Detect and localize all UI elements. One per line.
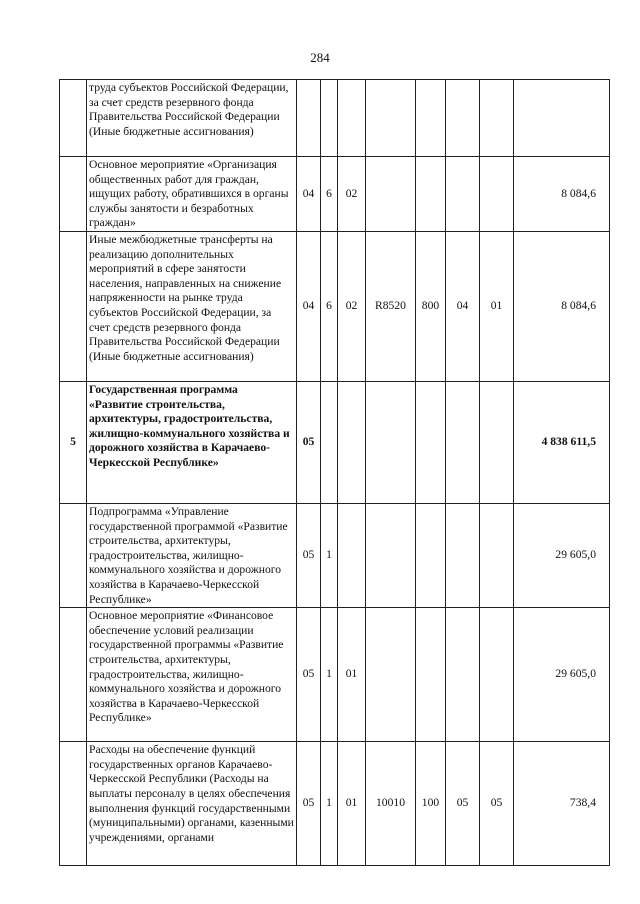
section-code-cell bbox=[446, 382, 480, 504]
expense-type-cell bbox=[416, 382, 446, 504]
subsection-code-cell bbox=[480, 157, 514, 232]
table-row bbox=[60, 157, 610, 232]
main-event-code-cell: 02 bbox=[338, 232, 366, 382]
program-code-cell: 05 bbox=[297, 742, 321, 866]
subprogram-code-cell: 1 bbox=[321, 608, 338, 742]
main-event-code-cell bbox=[338, 382, 366, 504]
subprogram-code-cell: 6 bbox=[321, 157, 338, 232]
main-event-code-cell: 01 bbox=[338, 742, 366, 866]
program-code-cell: 04 bbox=[297, 157, 321, 232]
main-event-code-cell bbox=[338, 504, 366, 608]
expense-type-cell bbox=[416, 80, 446, 157]
table-row bbox=[60, 742, 610, 866]
table-row bbox=[60, 382, 610, 504]
table-row bbox=[60, 80, 610, 157]
table-row bbox=[60, 504, 610, 608]
row-number-cell bbox=[60, 504, 87, 608]
section-code-cell bbox=[446, 80, 480, 157]
expense-type-cell bbox=[416, 157, 446, 232]
row-name-cell: Основное мероприятие «Финансовое обеспечение условий реализации государственной программы «Развитие строительства, архитектуры, градостроительства, жилищно-коммунального хозяйства и дорожного хозяйства в Карачаево-Черкесской Республике» bbox=[87, 608, 297, 742]
subsection-code-cell bbox=[480, 382, 514, 504]
section-code-cell bbox=[446, 157, 480, 232]
section-code-cell: 04 bbox=[446, 232, 480, 382]
row-number-cell: 5 bbox=[60, 382, 87, 504]
direction-code-cell bbox=[366, 504, 416, 608]
direction-code-cell bbox=[366, 608, 416, 742]
table-row bbox=[60, 608, 610, 742]
direction-code-cell bbox=[366, 80, 416, 157]
subsection-code-cell bbox=[480, 608, 514, 742]
section-code-cell: 05 bbox=[446, 742, 480, 866]
direction-code-cell bbox=[366, 157, 416, 232]
subsection-code-cell: 01 bbox=[480, 232, 514, 382]
row-name-cell: Государственная программа «Развитие строительства, архитектуры, градостроительства, жилищно-коммунального хозяйства и дорожного хозяйства в Карачаево-Черкесской Республике» bbox=[87, 382, 297, 504]
budget-table bbox=[59, 79, 610, 866]
expense-type-cell bbox=[416, 504, 446, 608]
subprogram-code-cell: 1 bbox=[321, 742, 338, 866]
direction-code-cell: R8520 bbox=[366, 232, 416, 382]
expense-type-cell: 800 bbox=[416, 232, 446, 382]
amount-cell: 29 605,0 bbox=[514, 504, 610, 608]
subprogram-code-cell bbox=[321, 382, 338, 504]
row-name-cell: Подпрограмма «Управление государственной программой «Развитие строительства, архитектуры, градостроительства, жилищно-коммунального хозяйства и дорожного хозяйства в Карачаево-Черкесской Республике» bbox=[87, 504, 297, 608]
amount-cell: 4 838 611,5 bbox=[514, 382, 610, 504]
program-code-cell bbox=[297, 80, 321, 157]
subprogram-code-cell: 6 bbox=[321, 232, 338, 382]
row-name-cell: Основное мероприятие «Организация общественных работ для граждан, ищущих работу, обратившихся в органы службы занятости и безработных граждан» bbox=[87, 157, 297, 232]
section-code-cell bbox=[446, 608, 480, 742]
expense-type-cell bbox=[416, 608, 446, 742]
row-number-cell bbox=[60, 232, 87, 382]
amount-cell bbox=[514, 80, 610, 157]
program-code-cell: 05 bbox=[297, 608, 321, 742]
program-code-cell: 05 bbox=[297, 504, 321, 608]
table-row bbox=[60, 232, 610, 382]
row-name-cell: Иные межбюджетные трансферты на реализацию дополнительных мероприятий в сфере занятости населения, направленных на снижение напряженности на рынке труда субъектов Российской Федерации, за счет средств резервного фонда Правительства Российской Федерации (Иные бюджетные ассигнования) bbox=[87, 232, 297, 382]
expense-type-cell: 100 bbox=[416, 742, 446, 866]
row-number-cell bbox=[60, 608, 87, 742]
amount-cell: 738,4 bbox=[514, 742, 610, 866]
direction-code-cell bbox=[366, 382, 416, 504]
direction-code-cell: 10010 bbox=[366, 742, 416, 866]
program-code-cell: 05 bbox=[297, 382, 321, 504]
row-number-cell bbox=[60, 80, 87, 157]
page-number: 284 bbox=[310, 50, 330, 65]
row-name-cell: Расходы на обеспечение функций государственных органов Карачаево-Черкесской Республики (Расходы на выплаты персоналу в целях обеспечения выполнения функций государственными (муниципальными) органами, казенными учреждениями, органами bbox=[87, 742, 297, 866]
table-body bbox=[60, 80, 610, 866]
main-event-code-cell: 02 bbox=[338, 157, 366, 232]
amount-cell: 29 605,0 bbox=[514, 608, 610, 742]
main-event-code-cell: 01 bbox=[338, 608, 366, 742]
row-number-cell bbox=[60, 157, 87, 232]
subsection-code-cell: 05 bbox=[480, 742, 514, 866]
subsection-code-cell bbox=[480, 504, 514, 608]
subprogram-code-cell: 1 bbox=[321, 504, 338, 608]
section-code-cell bbox=[446, 504, 480, 608]
subsection-code-cell bbox=[480, 80, 514, 157]
program-code-cell: 04 bbox=[297, 232, 321, 382]
main-event-code-cell bbox=[338, 80, 366, 157]
amount-cell: 8 084,6 bbox=[514, 232, 610, 382]
row-name-cell: труда субъектов Российской Федерации, за счет средств резервного фонда Правительства Российской Федерации (Иные бюджетные ассигнования) bbox=[87, 80, 297, 157]
amount-cell: 8 084,6 bbox=[514, 157, 610, 232]
row-number-cell bbox=[60, 742, 87, 866]
subprogram-code-cell bbox=[321, 80, 338, 157]
